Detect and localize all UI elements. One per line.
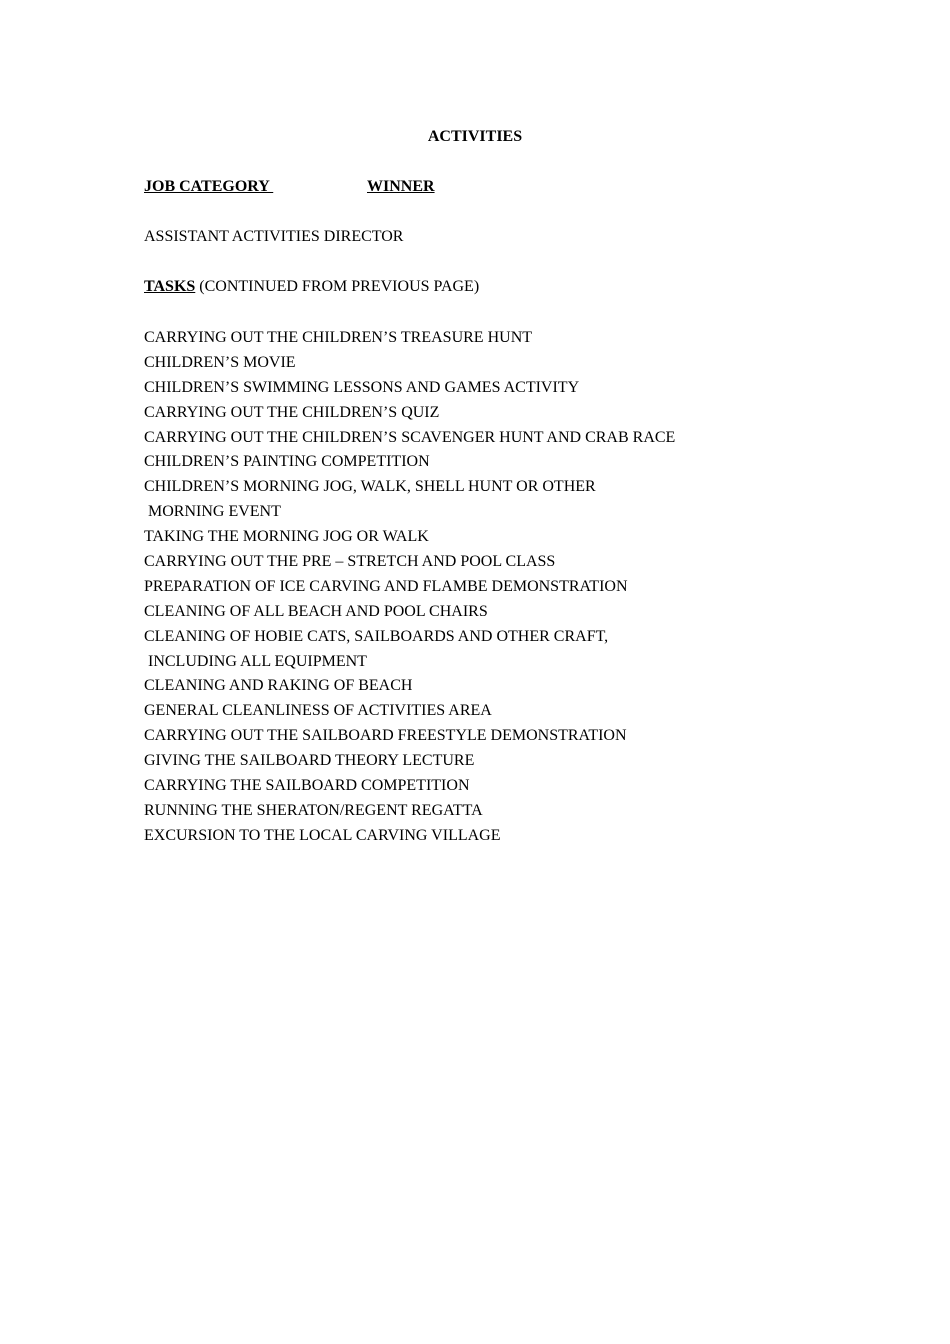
task-item: CLEANING OF ALL BEACH AND POOL CHAIRS [144,602,488,620]
table-header [144,177,844,197]
task-item: PREPARATION OF ICE CARVING AND FLAMBE DEMONSTRATION [144,577,628,595]
task-item: CHILDREN’S PAINTING COMPETITION [144,453,430,471]
task-item: RUNNING THE SHERATON/REGENT REGATTA [144,801,483,819]
task-item: GENERAL CLEANLINESS OF ACTIVITIES AREA [144,702,492,720]
job-category-header: JOB CATEGORY [144,178,274,195]
tasks-note: (CONTINUED FROM PREVIOUS PAGE) [195,278,480,295]
task-item: CARRYING OUT THE PRE – STRETCH AND POOL CLASS [144,553,556,571]
task-list [144,326,675,849]
tasks-heading [144,277,479,297]
document-title: ACTIVITIES [427,128,523,145]
task-item: MORNING EVENT [144,503,281,521]
task-item: TAKING THE MORNING JOG OR WALK [144,528,429,546]
task-item: CARRYING OUT THE CHILDREN’S QUIZ [144,403,440,421]
task-item: INCLUDING ALL EQUIPMENT [144,652,367,670]
task-item: CHILDREN’S SWIMMING LESSONS AND GAMES ACTIVITY [144,378,580,396]
task-item: CHILDREN’S MORNING JOG, WALK, SHELL HUNT OR OTHER [144,478,596,496]
tasks-label: TASKS [144,278,196,295]
winner-header: WINNER [367,178,435,195]
task-item: CHILDREN’S MOVIE [144,353,296,371]
task-item: CARRYING OUT THE CHILDREN’S SCAVENGER HUNT AND CRAB RACE [144,428,676,446]
task-item: CARRYING OUT THE SAILBOARD FREESTYLE DEMONSTRATION [144,727,627,745]
task-item: GIVING THE SAILBOARD THEORY LECTURE [144,752,475,770]
job-category-name: ASSISTANT ACTIVITIES DIRECTOR [144,228,404,245]
task-item: CARRYING THE SAILBOARD COMPETITION [144,777,470,795]
task-item: CARRYING OUT THE CHILDREN’S TREASURE HUNT [144,329,533,346]
task-item: CLEANING AND RAKING OF BEACH [144,677,413,695]
task-item: CLEANING OF HOBIE CATS, SAILBOARDS AND OTHER CRAFT, [144,627,609,645]
task-item: EXCURSION TO THE LOCAL CARVING VILLAGE [144,826,501,844]
